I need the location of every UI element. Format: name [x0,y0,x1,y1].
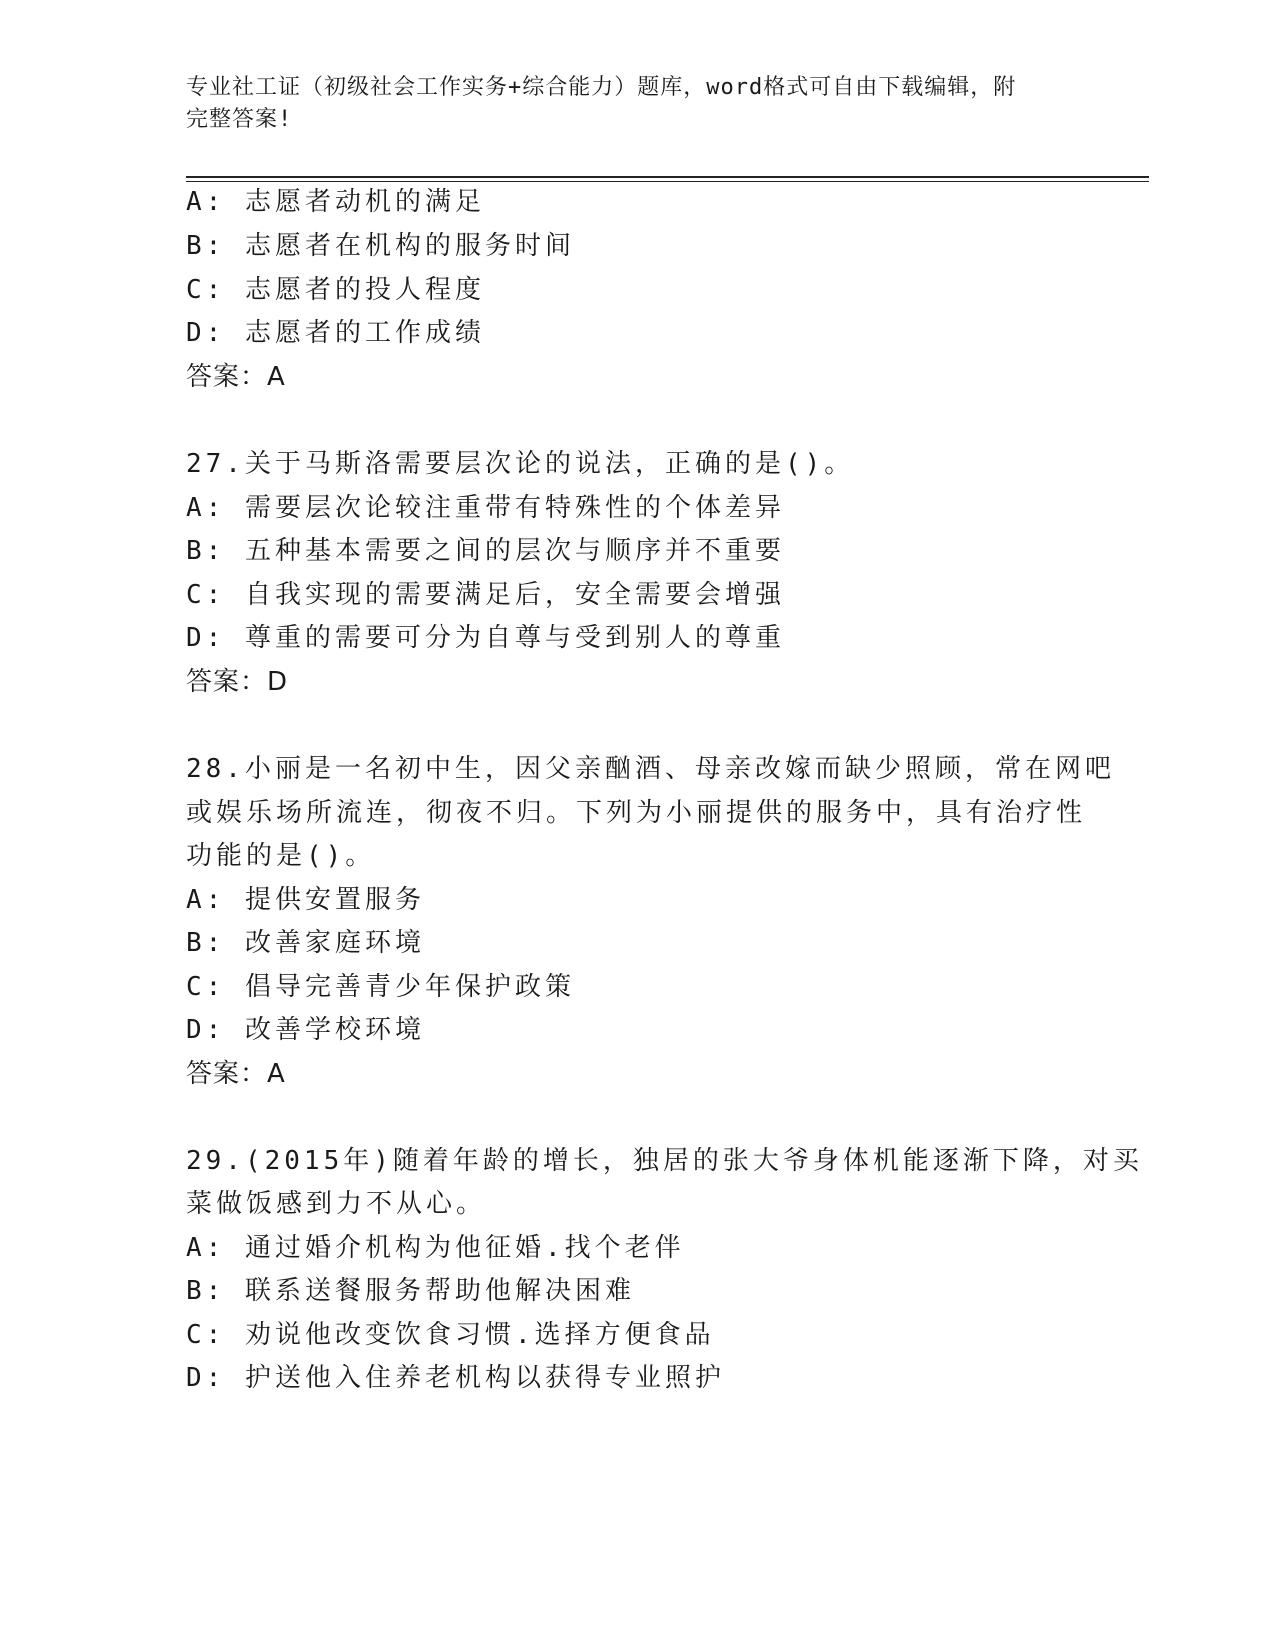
q28-option-b: B: 改善家庭环境 [186,928,425,958]
header-line-2: 完整答案! [186,107,293,132]
page-header [186,72,1086,136]
q28-stem-line-2: 或娱乐场所流连，彻夜不归。下列为小丽提供的服务中，具有治疗性 [186,798,1087,828]
q29-option-b: B: 联系送餐服务帮助他解决困难 [186,1276,635,1306]
q29-option-c: C: 劝说他改变饮食习惯.选择方便食品 [186,1320,715,1350]
q26-answer: 答案：A [186,362,286,392]
q26-option-a: A: 志愿者动机的满足 [186,187,485,217]
header-rule-thin [186,181,1149,182]
q27-option-d: D: 尊重的需要可分为自尊与受到别人的尊重 [186,623,785,653]
q28-stem-line-1: 28.小丽是一名初中生，因父亲酗酒、母亲改嫁而缺少照顾，常在网吧 [186,754,1115,784]
q28-answer: 答案：A [186,1059,286,1089]
header-line-1: 专业社工证（初级社会工作实务+综合能力）题库，word格式可自由下载编辑，附 [186,75,1017,100]
q26-option-c: C: 志愿者的投人程度 [186,275,485,305]
q27-option-b: B: 五种基本需要之间的层次与顺序并不重要 [186,536,785,566]
q28-option-c: C: 倡导完善青少年保护政策 [186,972,575,1002]
q27-option-a: A: 需要层次论较注重带有特殊性的个体差异 [186,493,785,523]
header-rule-thick [186,176,1149,178]
q29-stem-line-2: 菜做饭感到力不从心。 [186,1189,487,1219]
q28-option-d: D: 改善学校环境 [186,1015,425,1045]
q29-option-a: A: 通过婚介机构为他征婚.找个老伴 [186,1233,685,1263]
q27-stem: 27.关于马斯洛需要层次论的说法，正确的是()。 [186,449,855,479]
q29-option-d: D: 护送他入住养老机构以获得专业照护 [186,1363,725,1393]
q28-option-a: A: 提供安置服务 [186,885,425,915]
q26-option-b: B: 志愿者在机构的服务时间 [186,231,575,261]
q29-stem-line-1: 29.(2015年)随着年龄的增长，独居的张大爷身体机能逐渐下降，对买 [186,1146,1143,1176]
q26-option-d: D: 志愿者的工作成绩 [186,318,485,348]
q27-answer: 答案：D [186,667,289,697]
q28-stem-line-3: 功能的是()。 [186,841,376,871]
q27-option-c: C: 自我实现的需要满足后，安全需要会增强 [186,580,785,610]
